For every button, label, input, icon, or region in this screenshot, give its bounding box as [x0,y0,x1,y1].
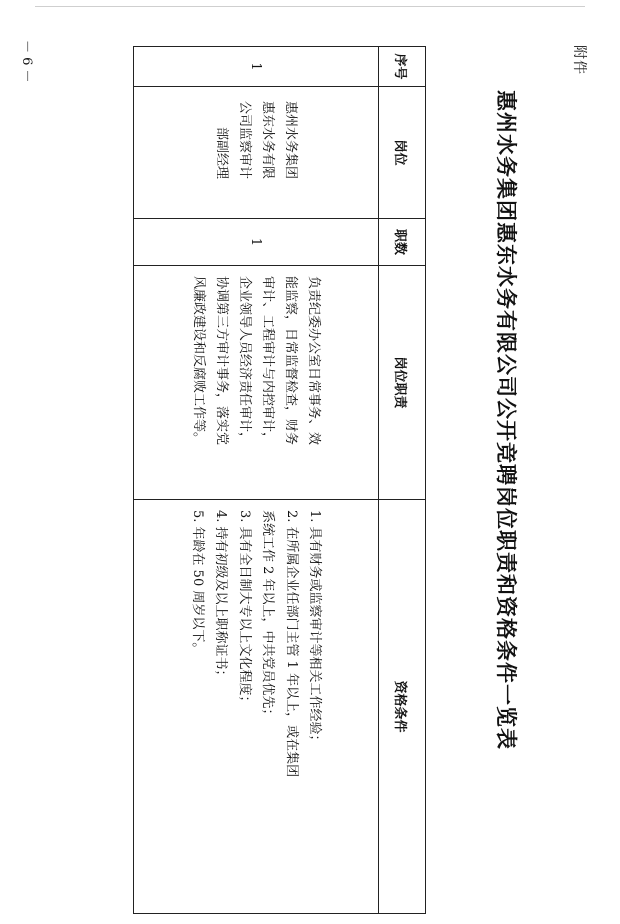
duties-line: 审计、工程审计与内控审计， [260,276,275,446]
cell-qualifications [134,500,379,914]
table-header-row [379,47,426,914]
qualification-line: 系统工作 2 年以上，中共党员优先； [260,510,276,722]
duties-line: 协调第三方审计事务，落实党 [214,276,229,446]
duties-line: 负责纪委办公室日常事务、效 [306,276,321,446]
position-line: 惠东水务有限 [260,101,275,180]
cell-no: 1 [134,47,379,87]
duties-line: 能监察，日常监督检查，财务 [283,276,298,446]
qualification-line: 1. 具有财务或监察审计等相关工作经验； [307,510,323,748]
table-row [134,47,379,914]
position-line: 公司监察审计 [237,101,252,180]
page-number: － 6 － [19,40,34,83]
duties-line: 企业领导人员经济责任审计， [237,276,252,446]
header-count: 职数 [379,219,426,266]
attachment-label: 附件 [571,45,587,75]
header-qualifications: 资格条件 [379,500,426,914]
header-no: 序号 [379,47,426,87]
qualification-line: 2. 在所属企业任部门主管 1 年以上，或在集团 [284,510,299,778]
cell-duties [134,266,379,500]
cell-count: 1 [134,219,379,266]
position-line: 部副经理 [214,127,229,180]
duties-line: 风廉政建设和反腐败工作等。 [191,276,206,446]
position-line: 惠州水务集团 [283,101,298,180]
cell-position [134,87,379,219]
qualification-line: 4. 持有初级及以上职称证书； [213,510,229,683]
document-title: 惠州水务集团惠东水务有限公司公开竞聘岗位职责和资格条件一览表 [494,90,519,750]
qualification-line: 3. 具有全日制大专以上文化程度； [237,510,252,709]
header-position: 岗位 [379,87,426,219]
position-table [133,46,426,914]
qualification-line: 5. 年龄在 50 周岁以下。 [190,510,205,656]
header-duties: 岗位职责 [379,266,426,500]
